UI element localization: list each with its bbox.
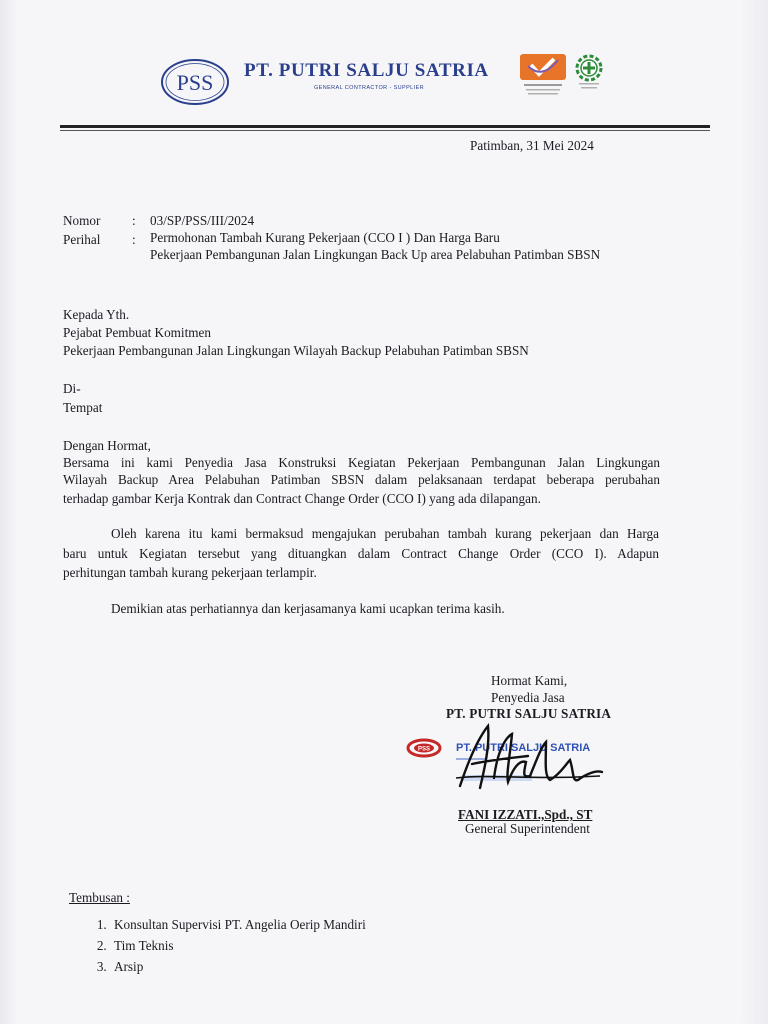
recipient-line-3: Pekerjaan Pembangunan Jalan Lingkungan Wilayah Backup Pelabuhan Patimban SBSN	[63, 343, 529, 358]
paragraph-2-line-3: perhitungan tambah kurang pekerjaan terlampir.	[63, 565, 317, 580]
greeting: Dengan Hormat,	[63, 438, 151, 453]
recipient-line-1: Kepada Yth.	[63, 307, 130, 322]
recipient-line-5: Tempat	[63, 400, 103, 415]
cc-list	[70, 914, 366, 977]
cc-item: 2. Tim Teknis	[110, 935, 366, 956]
nomor-colon: :	[132, 213, 136, 228]
nomor-label: Nomor	[63, 213, 101, 228]
signer-name: FANI IZZATI.,Spd., ST	[458, 807, 593, 822]
handwritten-signature	[450, 716, 610, 804]
closing-paragraph: Demikian atas perhatiannya dan kerjasamanya kami ucapkan terima kasih.	[111, 601, 505, 616]
closing-line-2: Penyedia Jasa	[491, 690, 565, 705]
signer-title: General Superintendent	[465, 821, 590, 836]
certification-badge-icon	[518, 52, 568, 100]
header-rule-thin	[60, 130, 710, 131]
nomor-value: 03/SP/PSS/III/2024	[150, 213, 255, 228]
pss-logo	[160, 58, 230, 106]
svg-text:PSS: PSS	[417, 746, 431, 753]
place-date: Patimban, 31 Mei 2024	[470, 138, 594, 153]
closing-company: PT. PUTRI SALJU SATRIA	[446, 706, 612, 721]
cc-label: Tembusan :	[69, 890, 130, 905]
paragraph-2-line-1: Oleh karena itu kami bermaksud mengajukan perubahan tambah kurang pekerjaan dan Harga	[111, 526, 659, 541]
paragraph-1-line-3: terhadap gambar Kerja Kontrak dan Contract Change Order (CCO I) yang ada dilapangan.	[63, 491, 541, 506]
paragraph-1-line-1: Bersama ini kami Penyedia Jasa Konstruksi Kegiatan Pekerjaan Pembangunan Jalan Lingkungan	[63, 455, 660, 470]
logo-text: PSS	[176, 70, 214, 95]
paragraph-2-line-2: baru untuk Kegiatan tersebut yang dituangkan dalam Contract Change Order (CCO I). Adapun	[63, 546, 659, 561]
perihal-label: Perihal	[63, 232, 101, 247]
header-rule-thick	[60, 125, 710, 128]
cc-item: 1. Konsultan Supervisi PT. Angelia Oerip Mandiri	[110, 914, 366, 935]
paragraph-1-line-2: Wilayah Backup Area Pelabuhan Patimban SBSN dalam pelaksanaan terdapat beberapa perubahan	[63, 472, 660, 487]
cc-item: 3. Arsip	[110, 956, 366, 977]
recipient-line-2: Pejabat Pembuat Komitmen	[63, 325, 211, 340]
company-name: PT. PUTRI SALJU SATRIA	[244, 60, 489, 81]
recipient-line-4: Di-	[63, 381, 81, 396]
perihal-line-2: Pekerjaan Pembangunan Jalan Lingkungan Back Up area Pelabuhan Patimban SBSN	[150, 247, 601, 262]
perihal-colon: :	[132, 232, 136, 247]
k3-safety-gear-icon	[572, 52, 606, 90]
company-tagline: GENERAL CONTRACTOR - SUPPLIER	[314, 85, 425, 91]
stamp-company-text: PT. PUTRI SALJU SATRIA	[456, 742, 591, 754]
perihal-line-1: Permohonan Tambah Kurang Pekerjaan (CCO I ) Dan Harga Baru	[150, 230, 500, 245]
closing-line-1: Hormat Kami,	[491, 673, 568, 688]
